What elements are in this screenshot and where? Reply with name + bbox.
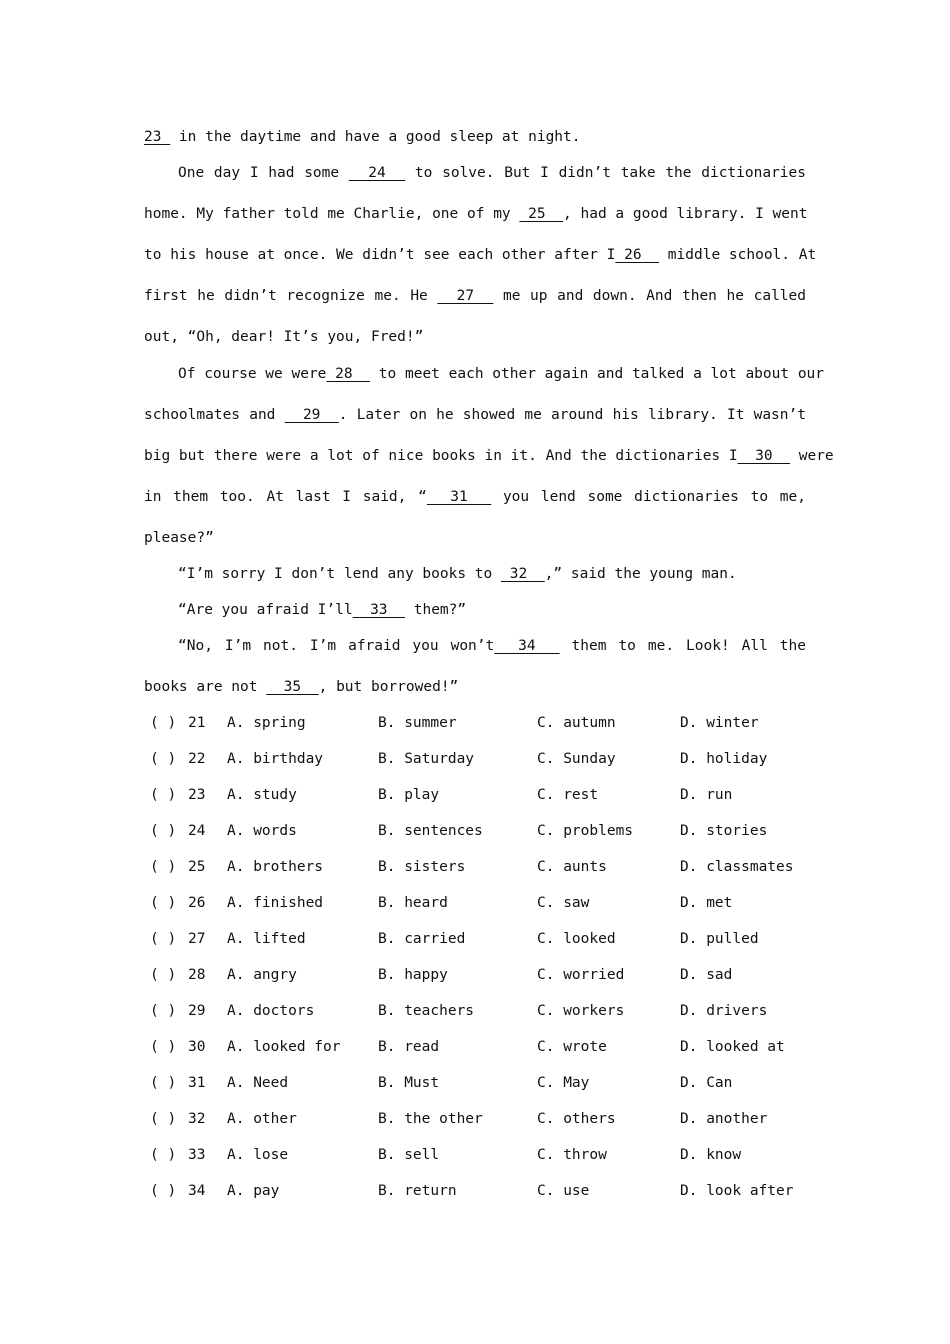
answer-paren[interactable]: ( ) <box>150 1075 177 1091</box>
question-number: 31 <box>188 1075 206 1091</box>
option-c: C. worried <box>537 967 625 983</box>
option-b: B. Must <box>378 1075 440 1091</box>
passage-text: me up and down. And then he called <box>493 288 806 304</box>
option-b: B. summer <box>378 715 457 731</box>
question-number: 21 <box>188 715 206 731</box>
passage-text: , had a good library. I went <box>563 206 808 222</box>
answer-paren[interactable]: ( ) <box>150 751 177 767</box>
question-number: 25 <box>188 859 206 875</box>
passage-line-8 <box>144 405 806 425</box>
blank-26: 26 <box>615 247 660 263</box>
option-c: C. looked <box>537 931 616 947</box>
option-a: A. other <box>227 1111 297 1127</box>
option-d: D. met <box>680 895 733 911</box>
option-c: C. workers <box>537 1003 625 1019</box>
question-row-34 <box>150 1181 810 1201</box>
option-b: B. happy <box>378 967 448 983</box>
passage-text: them to me. Look! All the <box>559 638 806 654</box>
question-row-25 <box>150 857 810 877</box>
blank-32: 32 <box>501 566 545 582</box>
passage-text: in the daytime and have a good sleep at night. <box>170 129 581 145</box>
question-number: 23 <box>188 787 206 803</box>
question-row-33 <box>150 1145 810 1165</box>
option-d: D. know <box>680 1147 742 1163</box>
option-c: C. May <box>537 1075 590 1091</box>
question-number: 32 <box>188 1111 206 1127</box>
option-d: D. looked at <box>680 1039 785 1055</box>
passage-text: “No, I’m not. I’m afraid you won’t <box>178 638 495 654</box>
answer-paren[interactable]: ( ) <box>150 1003 177 1019</box>
passage-text: books are not <box>144 679 267 695</box>
passage-text: “I’m sorry I don’t lend any books to <box>178 566 502 582</box>
question-row-27 <box>150 929 810 949</box>
option-d: D. pulled <box>680 931 759 947</box>
question-row-26 <box>150 893 810 913</box>
option-d: D. look after <box>680 1183 794 1199</box>
answer-paren[interactable]: ( ) <box>150 931 177 947</box>
question-row-30 <box>150 1037 810 1057</box>
question-number: 22 <box>188 751 206 767</box>
option-c: C. problems <box>537 823 634 839</box>
option-a: A. pay <box>227 1183 280 1199</box>
answer-paren[interactable]: ( ) <box>150 1039 177 1055</box>
answer-paren[interactable]: ( ) <box>150 715 177 731</box>
answer-paren[interactable]: ( ) <box>150 1147 177 1163</box>
option-c: C. autumn <box>537 715 616 731</box>
option-a: A. doctors <box>227 1003 315 1019</box>
answer-paren[interactable]: ( ) <box>150 1111 177 1127</box>
question-row-21 <box>150 713 810 733</box>
answer-paren[interactable]: ( ) <box>150 967 177 983</box>
option-c: C. wrote <box>537 1039 607 1055</box>
passage-line-15 <box>144 677 806 697</box>
passage-text: middle school. At <box>659 247 817 263</box>
option-a: A. angry <box>227 967 297 983</box>
passage-text: , but borrowed!” <box>318 679 459 695</box>
answer-paren[interactable]: ( ) <box>150 895 177 911</box>
option-d: D. holiday <box>680 751 768 767</box>
passage-line-2 <box>178 163 806 183</box>
option-b: B. Saturday <box>378 751 475 767</box>
option-a: A. words <box>227 823 297 839</box>
passage-line-6 <box>144 327 806 347</box>
passage-text: One day I had some <box>178 165 349 181</box>
option-d: D. classmates <box>680 859 794 875</box>
option-a: A. finished <box>227 895 324 911</box>
option-c: C. others <box>537 1111 616 1127</box>
question-number: 27 <box>188 931 206 947</box>
passage-text: please?” <box>144 530 214 546</box>
passage-line-12 <box>178 564 806 584</box>
option-b: B. teachers <box>378 1003 475 1019</box>
option-b: B. play <box>378 787 440 803</box>
passage-text: to solve. But I didn’t take the dictionaries <box>405 165 806 181</box>
blank-31: 31 <box>426 489 492 505</box>
option-b: B. sisters <box>378 859 466 875</box>
blank-27: 27 <box>437 288 494 304</box>
question-number: 33 <box>188 1147 206 1163</box>
question-row-32 <box>150 1109 810 1129</box>
question-number: 24 <box>188 823 206 839</box>
option-d: D. stories <box>680 823 768 839</box>
passage-line-7 <box>178 364 825 384</box>
option-b: B. the other <box>378 1111 483 1127</box>
passage-text: Of course we were <box>178 366 327 382</box>
option-d: D. winter <box>680 715 759 731</box>
passage-line-14 <box>178 636 806 656</box>
passage-text: to his house at once. We didn’t see each other after I <box>144 247 616 263</box>
option-a: A. looked for <box>227 1039 341 1055</box>
blank-28: 28 <box>326 366 371 382</box>
option-d: D. drivers <box>680 1003 768 1019</box>
passage-text: . Later on he showed me around his library. It wasn’t <box>338 407 806 423</box>
question-row-22 <box>150 749 810 769</box>
blank-34: 34 <box>494 638 560 654</box>
blank-23: 23 <box>144 129 171 145</box>
blank-24: 24 <box>348 165 406 181</box>
blank-30: 30 <box>737 448 791 464</box>
passage-line-5 <box>144 286 806 306</box>
answer-paren[interactable]: ( ) <box>150 787 177 803</box>
passage-text: ,” said the young man. <box>544 566 737 582</box>
passage-line-13 <box>178 600 806 620</box>
option-a: A. Need <box>227 1075 289 1091</box>
passage-text: home. My father told me Charlie, one of my <box>144 206 520 222</box>
passage-line-9 <box>144 446 834 466</box>
question-row-28 <box>150 965 810 985</box>
question-number: 29 <box>188 1003 206 1019</box>
option-a: A. birthday <box>227 751 324 767</box>
option-b: B. heard <box>378 895 448 911</box>
answer-paren[interactable]: ( ) <box>150 859 177 875</box>
option-c: C. rest <box>537 787 599 803</box>
option-a: A. brothers <box>227 859 324 875</box>
question-row-23 <box>150 785 810 805</box>
question-row-29 <box>150 1001 810 1021</box>
passage-line-11 <box>144 528 806 548</box>
passage-text: “Are you afraid I’ll <box>178 602 353 618</box>
question-row-24 <box>150 821 810 841</box>
passage-text: big but there were a lot of nice books in it. And the dictionaries I <box>144 448 738 464</box>
option-d: D. run <box>680 787 733 803</box>
blank-33: 33 <box>352 602 405 618</box>
question-row-31 <box>150 1073 810 1093</box>
option-c: C. aunts <box>537 859 607 875</box>
option-b: B. sell <box>378 1147 440 1163</box>
blank-29: 29 <box>284 407 339 423</box>
passage-text: were <box>790 448 834 464</box>
option-c: C. saw <box>537 895 590 911</box>
blank-35: 35 <box>266 679 319 695</box>
option-c: C. throw <box>537 1147 607 1163</box>
answer-paren[interactable]: ( ) <box>150 1183 177 1199</box>
passage-text: out, “Oh, dear! It’s you, Fred!” <box>144 329 424 345</box>
passage-line-1 <box>144 127 806 147</box>
option-d: D. sad <box>680 967 733 983</box>
passage-text: first he didn’t recognize me. He <box>144 288 438 304</box>
question-number: 34 <box>188 1183 206 1199</box>
passage-text: to meet each other again and talked a lot about our <box>370 366 825 382</box>
passage-text: them?” <box>405 602 467 618</box>
passage-text: you lend some dictionaries to me, <box>491 489 806 505</box>
option-d: D. Can <box>680 1075 733 1091</box>
passage-line-4 <box>144 245 817 265</box>
option-b: B. read <box>378 1039 440 1055</box>
option-c: C. use <box>537 1183 590 1199</box>
question-number: 30 <box>188 1039 206 1055</box>
option-a: A. spring <box>227 715 306 731</box>
blank-25: 25 <box>519 206 564 222</box>
question-number: 28 <box>188 967 206 983</box>
question-number: 26 <box>188 895 206 911</box>
option-d: D. another <box>680 1111 768 1127</box>
passage-line-10 <box>144 487 806 507</box>
passage-text: schoolmates and <box>144 407 285 423</box>
option-a: A. lose <box>227 1147 289 1163</box>
answer-paren[interactable]: ( ) <box>150 823 177 839</box>
passage-text: in them too. At last I said, “ <box>144 489 427 505</box>
option-a: A. lifted <box>227 931 306 947</box>
option-b: B. carried <box>378 931 466 947</box>
passage-line-3 <box>144 204 806 224</box>
option-c: C. Sunday <box>537 751 616 767</box>
option-a: A. study <box>227 787 297 803</box>
option-b: B. return <box>378 1183 457 1199</box>
option-b: B. sentences <box>378 823 483 839</box>
